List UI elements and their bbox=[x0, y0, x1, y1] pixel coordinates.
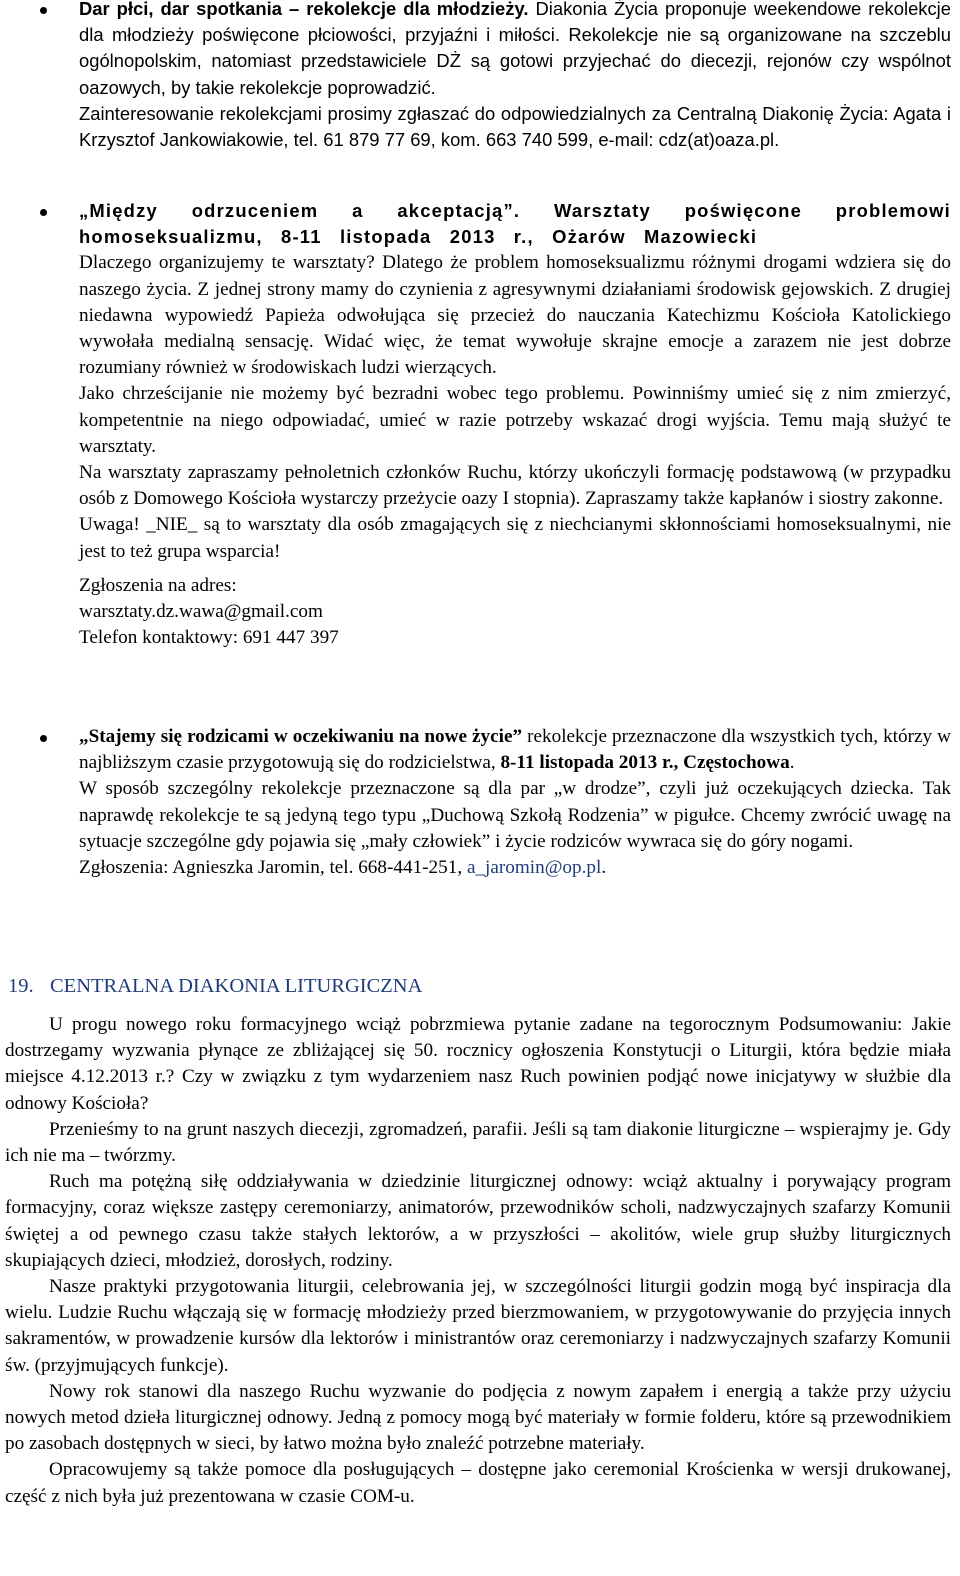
item-paragraph: Dlaczego organizujemy te warsztaty? Dlatego że problem homoseksualizmu różnymi drogami wdziera się do naszego życia. Z jednej strony mamy do czynienia z agresywnymi działaniami środowisk gejowskich. Z drugiej niedawna wypowiedź Papieża odwołująca się przecież do nauczania Katechizmu Kościoła Katolickiego wywołała medialną sensację. Widać więc, że temat wywołuje skrajne emocje a zarazem nie jest dobrze rozumiany również w środowiskach ludzi wierzących. bbox=[79, 252, 951, 379]
bullet-marker bbox=[40, 7, 47, 14]
item-title: „Między odrzuceniem a akceptacją”. Warsztaty poświęcone problemowi homoseksualizmu, 8-11 listopada 2013 r. bbox=[79, 200, 951, 248]
item-paragraph bbox=[79, 724, 951, 776]
section-paragraph: Ruch ma potężną siłę oddziaływania w dziedzinie liturgicznej odnowy: wciąż aktualny i porywający program formacyjny, coraz większe zastępy ceremoniarzy, animatorów, przewodników scholi, nadzwyczajnych szafarzy Komunii świętej a od pewnego czasu także stałych lektorów, a w przyszłości – akolitów, wiele grup służby liturgicznych skupiających dzieci, młodzież, dorosłych, rodziny. bbox=[5, 1171, 951, 1271]
item-title-line bbox=[79, 198, 951, 250]
item-text: rekolekcje przeznaczone dla wszystkich tych, którzy w najbliższym czasie przygotowują się do rodzicielstwa, bbox=[79, 726, 951, 774]
contact-email: warsztaty.dz.wawa@gmail.com bbox=[79, 601, 323, 623]
item-paragraph: W sposób szczególny rekolekcje przeznaczone są dla par „w drodze”, czyli już oczekujących dziecka. Tak naprawdę rekolekcje te są jedyną tego typu „Duchową Szkołą Rodzenia” w pigułce. Chcemy zwrócić uwagę na sytuacje szczególne gdy pojawia się „mały człowiek” i życie rodziców wywraca się do góry nogami. bbox=[79, 778, 951, 852]
bullet-marker bbox=[40, 735, 47, 742]
section-paragraph: Nowy rok stanowi dla naszego Ruchu wyzwanie do podjęcia z nowym zapałem i energią a także przy użyciu nowych metod dzieła liturgicznej odnowy. Jedną z pomocy mogą być materiały w formie folderu, które są przewodnikiem po zasobach dostępnych w sieci, by łatwo można było znaleźć potrzebne materiały. bbox=[5, 1380, 951, 1455]
item-paragraph bbox=[79, 0, 951, 101]
contact-label: Zgłoszenia na adres: bbox=[79, 574, 237, 596]
section-heading bbox=[8, 973, 422, 999]
section-paragraph: Przenieśmy to na grunt naszych diecezji, zgromadzeń, parafii. Jeśli są tam diakonie liturgiczne – wspierajmy je. Gdy ich nie ma – twórzmy. bbox=[5, 1118, 951, 1167]
item-text-end: . bbox=[789, 752, 795, 774]
contact-email-link[interactable]: a_jaromin@op.pl bbox=[466, 857, 602, 879]
section-paragraph: Opracowujemy są także pomoce dla posługujących – dostępne jako ceremonial Krościenka w wersji drukowanej, część z nich była już prezentowana w czasie COM-u. bbox=[5, 1459, 951, 1507]
contact-prefix: Zgłoszenia: Agnieszka Jaromin, tel. 668-441-251, bbox=[79, 857, 467, 879]
list-item-stajemy-sie-rodzicami bbox=[79, 724, 951, 881]
item-paragraph: Zainteresowanie rekolekcjami prosimy zgłaszać do odpowiedzialnych za Centralną Diakonię Życia: Agata i Krzysztof Jankowiakowie, tel. 61 879 77 69, kom. 663 740 599, e-mail: cdz(at)oaza.pl. bbox=[79, 102, 951, 151]
item-paragraph: Na warsztaty zapraszamy pełnoletnich członków Ruchu, którzy ukończyli formację podstawową (w przypadku osób z Domowego Kościoła wystarczy przeżycie oazy I stopnia). Zapraszamy także kapłanów i siostry zakonne. bbox=[79, 462, 951, 510]
section-paragraph: U progu nowego roku formacyjnego wciąż pobrzmiewa pytanie zadane na tegorocznym Podsumowaniu: Jakie dostrzegamy wyzwania płynące ze zbliżającej się 50. rocznicy ogłoszenia Konstytucji o Liturgii, która będzie miała miejsce 4.12.2013 r.? Czy w związku z tym wydarzeniem nasz Ruch powinien podjąć nowe inicjatywy w służbie dla odnowy Kościoła? bbox=[5, 1014, 951, 1114]
item-paragraph: Uwaga! _NIE_ są to warsztaty dla osób zmagających się z niechcianymi skłonnościami homoseksualnymi, nie jest to też grupa wsparcia! bbox=[79, 514, 951, 562]
contact-suffix: . bbox=[601, 857, 607, 879]
item-title: Dar płci, dar spotkania – rekolekcje dla młodzieży. bbox=[79, 0, 529, 19]
item-dates: 8-11 listopada 2013 r., Częstochowa bbox=[500, 752, 790, 774]
bullet-marker bbox=[40, 209, 47, 216]
item-paragraph: Jako chrześcijanie nie możemy być bezradni wobec tego problemu. Powinniśmy umieć się z nim zmierzyć, kompetentnie na niego odpowiadać, umieć w razie potrzeby wskazać drogi wyjścia. Temu mają służyć te warsztaty. bbox=[79, 383, 951, 457]
item-text: Diakonia Życia proponuje weekendowe rekolekcje dla młodzieży poświęcone płciowości, przyjaźni i miłości. Rekolekcje nie są organizowane na szczeblu ogólnopolskim, natomiast przedstawiciele DŻ są gotowi przyjechać do diecezji, rejonów czy wspólnot oazowych, by takie rekolekcje poprowadzić. bbox=[79, 0, 951, 98]
section-paragraph: Nasze praktyki przygotowania liturgii, celebrowania jej, w szczególności liturgii godzin mogą być inspiracja dla wielu. Ludzie Ruchu włączają się w formację młodzieży przed bierzmowaniem, w przygotowywanie do przyjęcia innych sakramentów, w prowadzenie kursów dla lektorów i ministrantów oraz ceremoniarzy i nadzwyczajnych szafarzy Komunii św. (przyjmujących funkcje). bbox=[5, 1276, 951, 1376]
list-item-warsztaty bbox=[79, 198, 951, 651]
list-item-dar-plci bbox=[79, 0, 951, 153]
contact-phone: Telefon kontaktowy: 691 447 397 bbox=[79, 627, 339, 649]
section-title: CENTRALNA DIAKONIA LITURGICZNA bbox=[50, 975, 423, 997]
section-number: 19. bbox=[8, 975, 34, 997]
item-place: , Ożarów Mazowiecki bbox=[527, 226, 758, 248]
contact-line bbox=[79, 855, 951, 881]
section-body bbox=[5, 1012, 951, 1510]
item-title: „Stajemy się rodzicami w oczekiwaniu na nowe życie” bbox=[79, 726, 523, 747]
